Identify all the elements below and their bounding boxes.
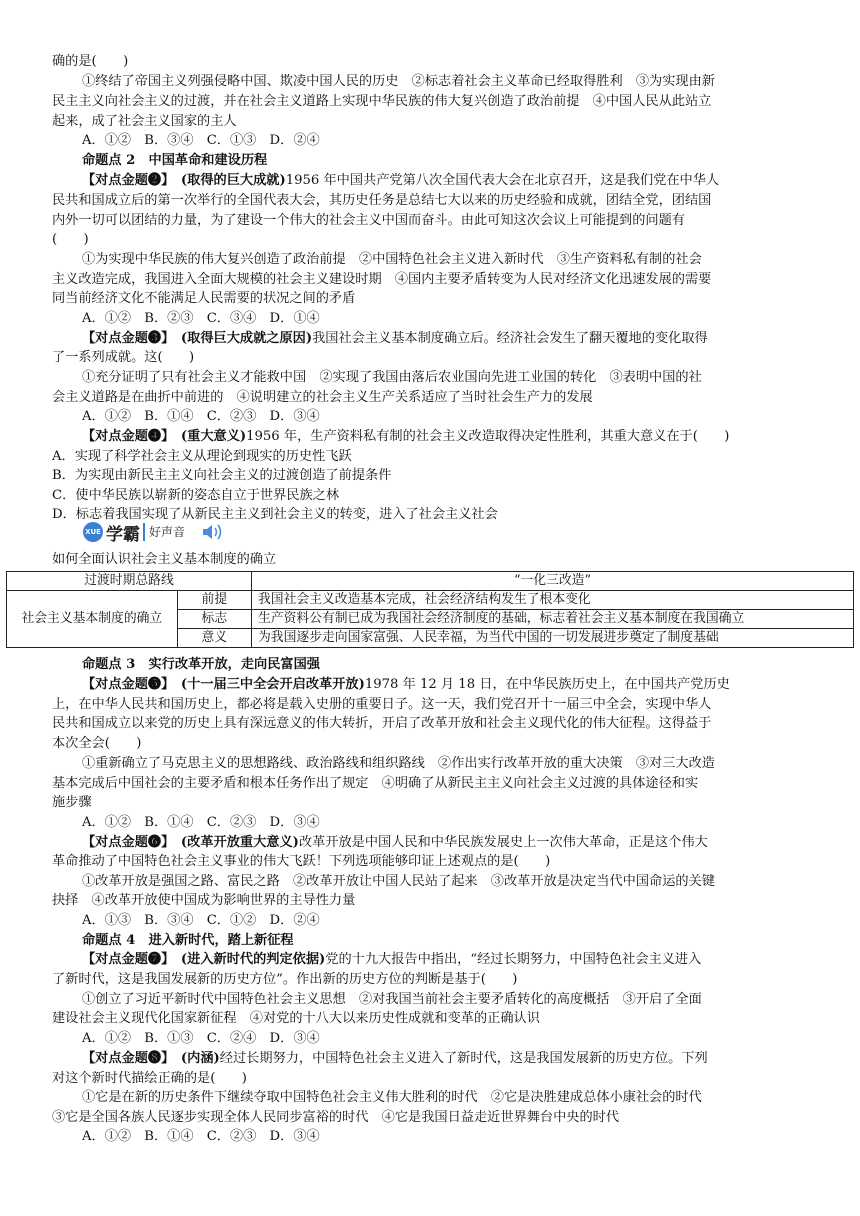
text-line: 民共和国成立后的第一次举行的全国代表大会，其历史任务是总结七大以来的历史经验和成就，团结全党，团结国 bbox=[52, 193, 712, 208]
question-header: 【对点金题❼】 (进入新时代的判定依据)党的十九大报告中指出，“经过长期努力，中国特色社会主义进入 bbox=[82, 952, 702, 967]
text-line: ①改革开放是强国之路、富民之路 ②改革开放让中国人民站了起来 ③改革开放是决定当代中国命运的关键 bbox=[82, 874, 715, 889]
text-line: ①为实现中华民族的伟大复兴创造了政治前提 ②中国特色社会主义进入新时代 ③生产资料私有制的社会 bbox=[82, 252, 702, 267]
text-line: 起来，成了社会主义国家的主人 bbox=[52, 114, 237, 129]
text-line: 同当前经济文化不能满足人民需要的状况之间的矛盾 bbox=[52, 291, 356, 306]
answer-options: A．①② B．③④ C．①③ D．②④ bbox=[82, 133, 320, 148]
text-line: ③它是全国各族人民逐步实现全体人民同步富裕的时代 ④它是我国日益走近世界舞台中央的时代 bbox=[52, 1110, 620, 1125]
question-header: 【对点金题❻】 (改革开放重大意义)改革开放是中国人民和中华民族发展史上一次伟大革命，正是这个伟大 bbox=[82, 835, 708, 850]
text-line: 确的是( ) bbox=[52, 54, 129, 69]
section-heading: 命题点 2 中国革命和建设历程 bbox=[82, 153, 268, 168]
table-group-cell: 社会主义基本制度的确立 bbox=[7, 591, 178, 648]
answer-options: A．①③ B．③④ C．①② D．②④ bbox=[82, 913, 320, 928]
xueba-badge bbox=[83, 520, 303, 546]
text-line: 会主义道路是在曲折中前进的 ④说明建立的社会主义生产关系适应了当时社会生产力的发展 bbox=[52, 390, 593, 405]
text-line: 了一系列成就。这( ) bbox=[52, 350, 195, 365]
section-heading: 命题点 4 进入新时代，踏上新征程 bbox=[82, 933, 294, 948]
section-heading: 命题点 3 实行改革开放，走向民富国强 bbox=[82, 657, 320, 672]
text-line: 革命推动了中国特色社会主义事业的伟大飞跃！下列选项能够印证上述观点的是( ) bbox=[52, 854, 551, 869]
text-line: 了新时代，这是我国发展新的历史方位”。作出新的历史方位的判断是基于( ) bbox=[52, 972, 518, 987]
text-line: 主义改造完成，我国进入全面大规模的社会主义建设时期 ④国内主要矛盾转变为人民对经济文化迅速发展的需要 bbox=[52, 272, 712, 287]
answer-options: A．①② B．①④ C．②③ D．③④ bbox=[82, 815, 320, 830]
xueba-logo-icon: XUE bbox=[83, 522, 103, 542]
text-line: 本次全会( ) bbox=[52, 736, 142, 751]
speaker-icon[interactable] bbox=[201, 522, 225, 542]
answer-options: A．①② B．①④ C．②③ D．③④ bbox=[82, 409, 320, 424]
option-c: C．使中华民族以崭新的姿态自立于世界民族之林 bbox=[52, 488, 340, 503]
text-line: 施步骤 bbox=[52, 795, 92, 810]
text-line: 对这个新时代描绘正确的是( ) bbox=[52, 1071, 247, 1086]
text-line: ①充分证明了只有社会主义才能救中国 ②实现了我国由落后农业国向先进工业国的转化 ③表明中国的社 bbox=[82, 370, 702, 385]
table-key-cell: 标志 bbox=[177, 610, 251, 629]
text-line: ( ) bbox=[52, 232, 89, 247]
text-line: 抉择 ④改革开放使中国成为影响世界的主导性力量 bbox=[52, 893, 356, 908]
table-header-cell: “一化三改造” bbox=[252, 572, 854, 591]
answer-options: A．①② B．①③ C．②④ D．③④ bbox=[82, 1031, 320, 1046]
question-header: 【对点金题❸】 (取得巨大成就之原因)我国社会主义基本制度确立后。经济社会发生了翻天覆地的变化取得 bbox=[82, 331, 708, 346]
answer-options: A．①② B．①④ C．②③ D．③④ bbox=[82, 1129, 320, 1144]
table-value-cell: 为我国逐步走向国家富强、人民幸福，为当代中国的一切发展进步奠定了制度基础 bbox=[252, 629, 854, 648]
text-line: 民共和国成立以来党的历史上具有深远意义的伟大转折，开启了改革开放和社会主义现代化的伟大征程。这得益于 bbox=[52, 716, 712, 731]
table-row bbox=[7, 591, 854, 610]
text-line: 上，在中华人民共和国历史上，都必将是载入史册的重要日子。这一天，我们党召开十一届三中全会，实现中华人 bbox=[52, 697, 712, 712]
text-line: 内外一切可以团结的力量，为了建设一个伟大的社会主义中国而奋斗。由此可知这次会议上可能提到的问题有 bbox=[52, 213, 685, 228]
text-line: ①终结了帝国主义列强侵略中国、欺凌中国人民的历史 ②标志着社会主义革命已经取得胜利 ③为实现由新 bbox=[82, 74, 715, 89]
option-d: D．标志着我国实现了从新民主主义到社会主义的转变，进入了社会主义社会 bbox=[52, 507, 498, 522]
table-header-cell: 过渡时期总路线 bbox=[7, 572, 252, 591]
table-caption: 如何全面认识社会主义基本制度的确立 bbox=[52, 552, 277, 567]
text-line: 基本完成后中国社会的主要矛盾和根本任务作出了规定 ④明确了从新民主主义向社会主义过渡的具体途径和实 bbox=[52, 776, 699, 791]
table-value-cell: 我国社会主义改造基本完成，社会经济结构发生了根本变化 bbox=[252, 591, 854, 610]
question-header: 【对点金题❷】 (取得的巨大成就)1956 年中国共产党第八次全国代表大会在北京召开，这是我们党在中华人 bbox=[82, 173, 720, 188]
question-header: 【对点金题❹】 (重大意义)1956 年，生产资料私有制的社会主义改造取得决定性胜利，其重大意义在于( ) bbox=[82, 429, 730, 444]
option-b: B．为实现由新民主主义向社会主义的过渡创造了前提条件 bbox=[52, 468, 392, 483]
table-key-cell: 前提 bbox=[177, 591, 251, 610]
text-line: ①重新确立了马克思主义的思想路线、政治路线和组织路线 ②作出实行改革开放的重大决策 ③对三大改造 bbox=[82, 756, 715, 771]
option-a: A．实现了科学社会主义从理论到现实的历史性飞跃 bbox=[52, 449, 352, 464]
text-line: ①创立了习近平新时代中国特色社会主义思想 ②对我国当前社会主要矛盾转化的高度概括 ③开启了全面 bbox=[82, 992, 702, 1007]
text-line: 建设社会主义现代化国家新征程 ④对党的十八大以来历史性成就和变革的正确认识 bbox=[52, 1011, 540, 1026]
table-key-cell: 意义 bbox=[177, 629, 251, 648]
question-header: 【对点金题❺】 (十一届三中全会开启改革开放)1978 年 12 月 18 日，在中华民族历史上，在中国共产党历史 bbox=[82, 677, 730, 692]
summary-table bbox=[6, 571, 854, 648]
table-header-row bbox=[7, 572, 854, 591]
text-line: 民主主义向社会主义的过渡，并在社会主义道路上实现中华民族的伟大复兴创造了政治前提 ④中国人民从此站立 bbox=[52, 94, 712, 109]
xueba-title: 学霸 bbox=[106, 525, 140, 545]
table-value-cell: 生产资料公有制已成为我国社会经济制度的基础，标志着社会主义基本制度在我国确立 bbox=[252, 610, 854, 629]
question-header: 【对点金题❽】 (内涵)经过长期努力，中国特色社会主义进入了新时代，这是我国发展新的历史方位。下列 bbox=[82, 1051, 708, 1066]
xueba-subtitle: 好声音 bbox=[149, 525, 186, 539]
text-line: ①它是在新的历史条件下继续夺取中国特色社会主义伟大胜利的时代 ②它是决胜建成总体小康社会的时代 bbox=[82, 1090, 702, 1105]
badge-divider bbox=[143, 523, 145, 541]
answer-options: A．①② B．②③ C．③④ D．①④ bbox=[82, 311, 320, 326]
